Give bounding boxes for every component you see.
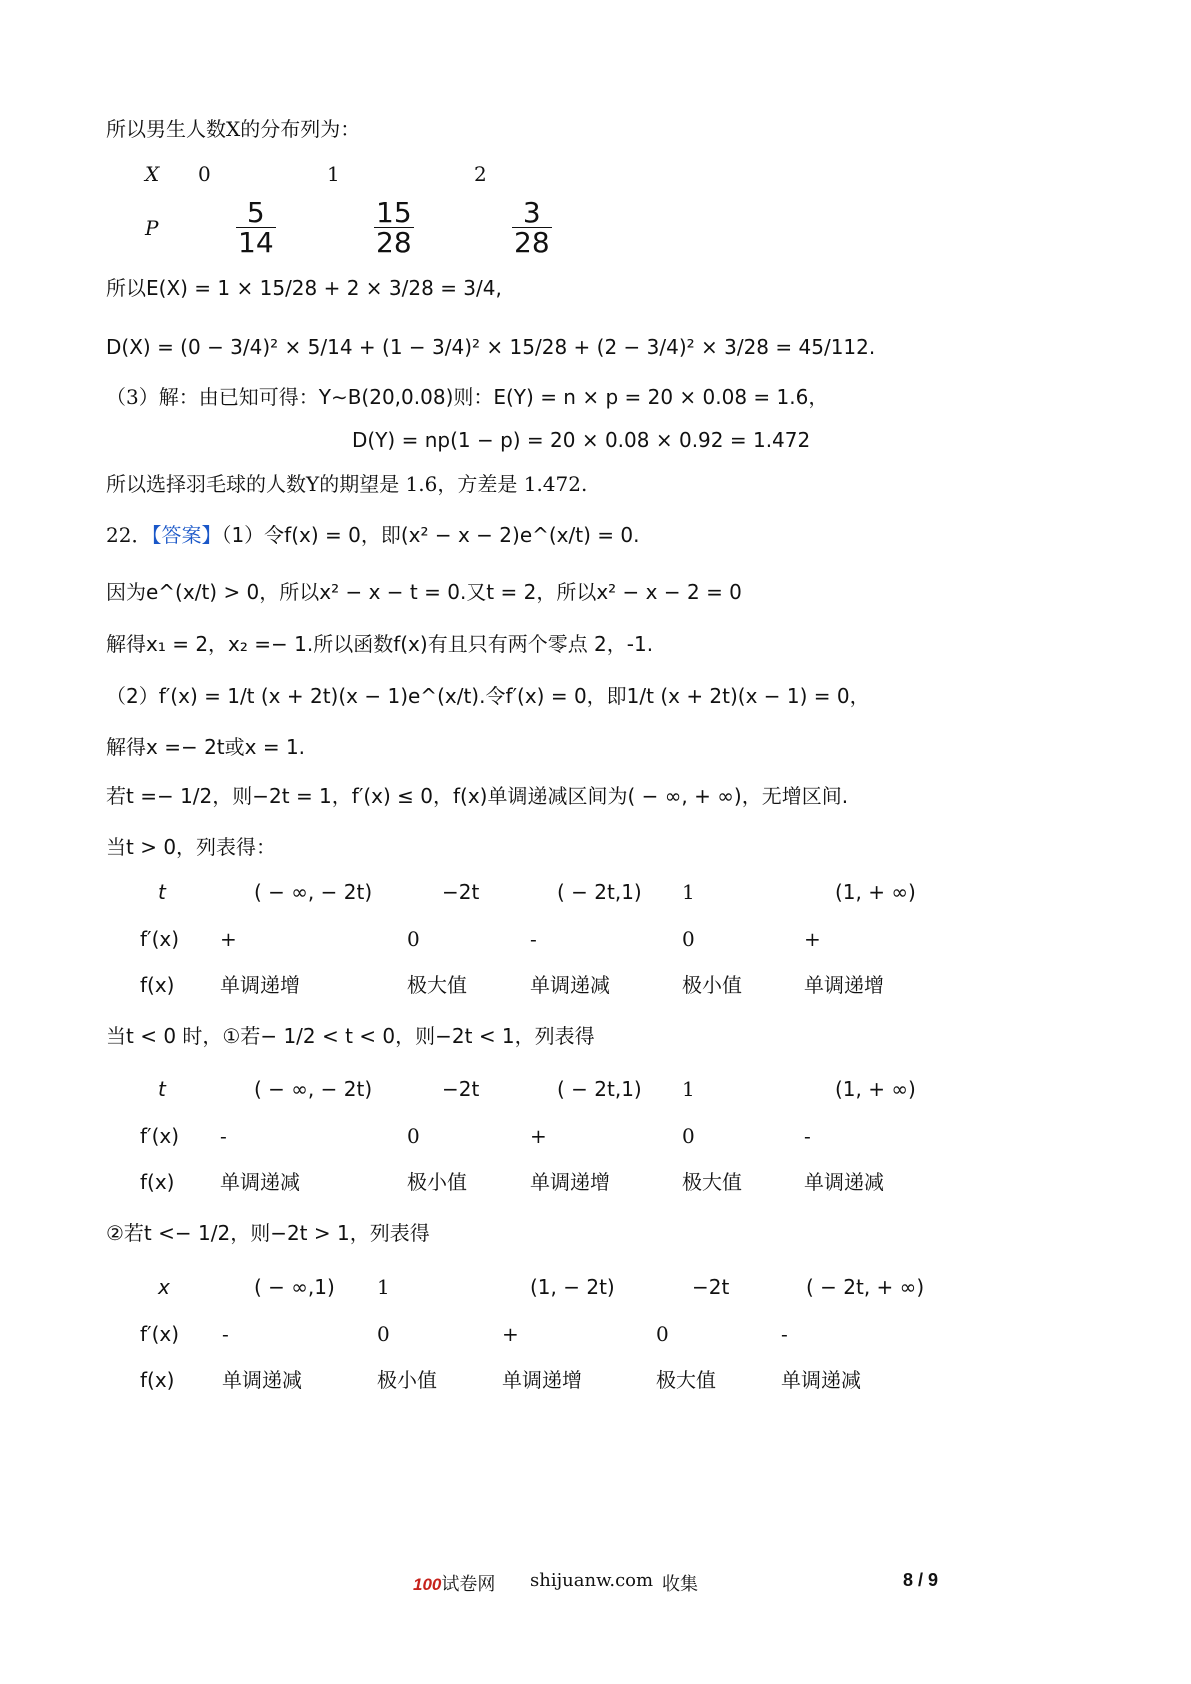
t2-r3-c2: 极小值 — [407, 1170, 467, 1194]
page-number: 8 / 9 — [903, 1570, 939, 1590]
q22-line7: 当t > 0，列表得： — [106, 835, 277, 859]
t1-r2-c0: f′(x) — [140, 927, 180, 951]
q22-line1-text: （1）令f(x) = 0，即(x² − x − 2)e^(x/t) = 0. — [221, 523, 640, 547]
t3-r1-c4: −2t — [692, 1275, 730, 1299]
t1-r3-c2: 极大值 — [407, 973, 467, 997]
t2-r3-c0: f(x) — [140, 1170, 175, 1194]
t1-r2-c3: - — [530, 927, 537, 951]
t1-r1-c0: t — [158, 880, 166, 904]
t1-r2-c1: + — [220, 927, 237, 951]
dist-x-2: 2 — [474, 162, 487, 186]
dx-formula: D(X) = (0 − 3/4)² × 5/14 + (1 − 3/4)² × 15/28 + (2 − 3/4)² × 3/28 = 45/112. — [106, 335, 876, 359]
q22-line2: 因为e^(x/t) > 0，所以x² − x − t = 0.又t = 2，所以x² − x − 2 = 0 — [106, 580, 742, 604]
t1-r1-c5: (1, + ∞) — [835, 880, 916, 904]
t2-r2-c1: - — [220, 1124, 227, 1148]
t3-r2-c4: 0 — [656, 1322, 669, 1346]
t1-r1-c3: ( − 2t,1) — [557, 880, 642, 904]
footer-logo — [413, 1570, 495, 1596]
footer-domain: shijuanw.com — [530, 1570, 654, 1591]
footer-collect: 收集 — [662, 1574, 698, 1595]
t3-r1-c2: 1 — [377, 1275, 390, 1299]
q22-line9: ②若t <− 1/2，则−2t > 1，列表得 — [106, 1221, 430, 1245]
part3-prefix: （3）解：由已知可得： — [106, 385, 319, 409]
q22-line8: 当t < 0 时，①若− 1/2 < t < 0，则−2t < 1，列表得 — [106, 1024, 595, 1048]
t2-r1-c3: ( − 2t,1) — [557, 1077, 642, 1101]
dist-p-1-num: 15 — [376, 196, 412, 229]
t2-r3-c3: 单调递增 — [530, 1170, 610, 1194]
dist-x-0: 0 — [198, 162, 211, 186]
t2-r3-c5: 单调递减 — [804, 1170, 884, 1194]
t2-r2-c4: 0 — [682, 1124, 695, 1148]
dist-header-p: P — [145, 216, 159, 240]
ex-formula: E(X) = 1 × 15/28 + 2 × 3/28 = 3/4, — [146, 276, 502, 300]
t2-r2-c2: 0 — [407, 1124, 420, 1148]
t1-r3-c1: 单调递增 — [220, 973, 300, 997]
t2-r1-c1: ( − ∞, − 2t) — [254, 1077, 373, 1101]
q22-line4: （2）f′(x) = 1/t (x + 2t)(x − 1)e^(x/t).令f′(x) = 0，即1/t (x + 2t)(x − 1) = 0， — [106, 684, 870, 708]
q22-line3: 解得x₁ = 2，x₂ =− 1.所以函数f(x)有且只有两个零点 2，-1. — [106, 632, 654, 656]
t1-r2-c4: 0 — [682, 927, 695, 951]
answer-tag: 【答案】 — [151, 523, 222, 547]
dist-p-2-den: 28 — [514, 226, 550, 260]
q22-line6: 若t =− 1/2，则−2t = 1，f′(x) ≤ 0，f(x)单调递减区间为( − ∞, + ∞)，无增区间. — [106, 784, 849, 808]
ex-prefix: 所以 — [106, 276, 146, 300]
dy-formula: D(Y) = np(1 − p) = 20 × 0.08 × 0.92 = 1.472 — [352, 428, 811, 452]
t3-r1-c1: ( − ∞,1) — [254, 1275, 335, 1299]
q22-line1 — [106, 523, 639, 547]
dist-header-x: X — [145, 162, 160, 186]
dist-p-0-num: 5 — [236, 198, 276, 228]
dist-p-2-num: 3 — [512, 198, 552, 228]
t3-r2-c2: 0 — [377, 1322, 390, 1346]
part3-formula: Y∼B(20,0.08)则：E(Y) = n × p = 20 × 0.08 = 1.6， — [318, 385, 829, 409]
t1-r1-c4: 1 — [682, 880, 695, 904]
part3-line — [106, 385, 828, 409]
q22-line5: 解得x =− 2t或x = 1. — [106, 735, 306, 759]
t3-r2-c1: - — [222, 1322, 229, 1346]
dist-p-1-den: 28 — [376, 226, 412, 260]
dist-p-1 — [374, 198, 414, 259]
dist-x-1: 1 — [327, 162, 340, 186]
t3-r1-c5: ( − 2t, + ∞) — [806, 1275, 925, 1299]
t1-r1-c1: ( − ∞, − 2t) — [254, 880, 373, 904]
t3-r1-c0: x — [158, 1275, 170, 1299]
q22-number: 22． — [106, 523, 152, 547]
dist-p-2 — [512, 198, 552, 259]
t1-r3-c3: 单调递减 — [530, 973, 610, 997]
t2-r1-c2: −2t — [442, 1077, 480, 1101]
t1-r1-c2: −2t — [442, 880, 480, 904]
t3-r2-c5: - — [781, 1322, 788, 1346]
t3-r3-c3: 单调递增 — [502, 1368, 582, 1392]
t2-r2-c0: f′(x) — [140, 1124, 180, 1148]
t3-r3-c4: 极大值 — [656, 1368, 716, 1392]
t3-r2-c3: + — [502, 1322, 519, 1346]
t1-r3-c4: 极小值 — [682, 973, 742, 997]
t1-r3-c5: 单调递增 — [804, 973, 884, 997]
t2-r3-c1: 单调递减 — [220, 1170, 300, 1194]
t2-r3-c4: 极大值 — [682, 1170, 742, 1194]
t3-r2-c0: f′(x) — [140, 1322, 180, 1346]
ex-formula-line — [106, 276, 502, 300]
t2-r1-c5: (1, + ∞) — [835, 1077, 916, 1101]
dist-p-0 — [236, 198, 276, 259]
t1-r3-c0: f(x) — [140, 973, 175, 997]
dist-intro: 所以男生人数X的分布列为： — [106, 117, 361, 141]
t2-r1-c0: t — [158, 1077, 166, 1101]
t2-r1-c4: 1 — [682, 1077, 695, 1101]
logo-icon: 100 — [413, 1575, 442, 1594]
t3-r1-c3: (1, − 2t) — [530, 1275, 615, 1299]
footer-site-name: 试卷网 — [441, 1574, 496, 1595]
t2-r2-c3: + — [530, 1124, 547, 1148]
y-summary: 所以选择羽毛球的人数Y的期望是 1.6，方差是 1.472. — [106, 472, 588, 496]
t1-r2-c5: + — [804, 927, 821, 951]
t2-r2-c5: - — [804, 1124, 811, 1148]
t3-r3-c2: 极小值 — [377, 1368, 437, 1392]
t3-r3-c0: f(x) — [140, 1368, 175, 1392]
t3-r3-c5: 单调递减 — [781, 1368, 861, 1392]
t3-r3-c1: 单调递减 — [222, 1368, 302, 1392]
dist-p-0-den: 14 — [238, 226, 274, 260]
t1-r2-c2: 0 — [407, 927, 420, 951]
